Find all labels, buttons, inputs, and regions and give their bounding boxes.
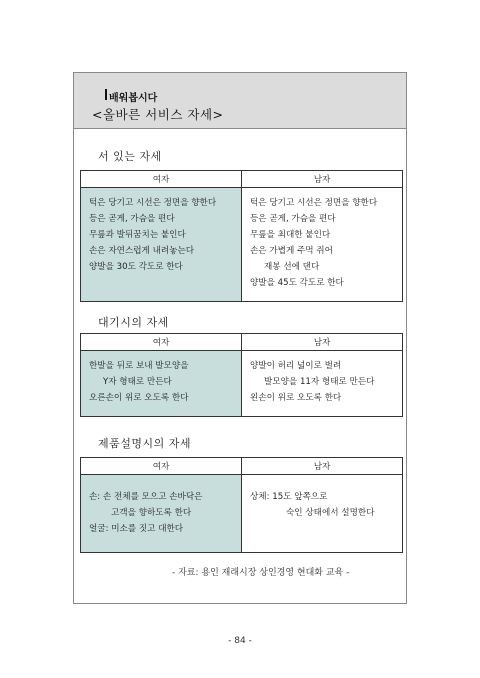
section-title-product-explanation: 제품설명시의 자세 — [98, 437, 192, 450]
column-header-female: 여자 — [81, 334, 242, 351]
column-header-male: 남자 — [242, 171, 403, 188]
text-line: 손은 가볍게 주먹 쥐어 — [250, 246, 333, 256]
standing-posture-table — [80, 170, 403, 302]
brand-mark-icon — [105, 89, 107, 100]
text-line: 턱은 당기고 시선은 정면을 향한다 — [250, 198, 378, 208]
text-line: 숙인 상태에서 설명한다 — [286, 508, 375, 518]
female-cell — [81, 188, 242, 302]
text-line: 무릎을 최대한 붙인다 — [250, 230, 331, 240]
text-line: 양발을 30도 각도로 한다 — [89, 262, 183, 272]
product-explanation-table — [80, 457, 403, 553]
text-line: 등은 곧게, 가슴을 편다 — [89, 214, 175, 224]
page-number: - 84 - — [228, 636, 252, 646]
male-cell — [242, 475, 403, 553]
brand-label: 배워봅시다 — [109, 93, 158, 104]
column-header-male: 남자 — [242, 458, 403, 475]
male-cell — [242, 188, 403, 302]
text-line: 고객을 향하도록 한다 — [111, 508, 192, 518]
section-title-standing: 서 있는 자세 — [98, 150, 162, 163]
text-line: 재봉 선에 댄다 — [264, 262, 320, 272]
text-line: 왼손이 위로 오도록 한다 — [250, 393, 342, 403]
text-line: 무릎과 발뒤꿈치는 붙인다 — [89, 230, 186, 240]
column-header-female: 여자 — [81, 171, 242, 188]
waiting-posture-table — [80, 333, 403, 417]
text-line: 상체: 15도 앞쪽으로 — [250, 492, 328, 502]
text-line: 손은 자연스럽게 내려놓는다 — [89, 246, 195, 256]
text-line: 한발을 뒤로 보내 발모양을 — [89, 361, 189, 371]
female-cell — [81, 351, 242, 417]
text-line: Y자 형태로 만든다 — [103, 377, 172, 387]
text-line: 양발을 45도 각도로 한다 — [250, 278, 344, 288]
header-band — [74, 73, 406, 129]
male-cell — [242, 351, 403, 417]
text-line: 손: 손 전체를 모으고 손바닥은 — [89, 492, 203, 502]
text-line: 오른손이 위로 오도록 한다 — [89, 393, 189, 403]
female-cell — [81, 475, 242, 553]
column-header-female: 여자 — [81, 458, 242, 475]
text-line: 발모양을 11자 형태로 만든다 — [264, 377, 375, 387]
page-title: <올바른 서비스 자세> — [92, 107, 224, 122]
source-citation: - 자료: 용인 재래시장 상인경영 현대화 교육 - — [172, 568, 350, 578]
content-box — [73, 72, 407, 604]
text-line: 턱은 당기고 시선은 정면을 향한다 — [89, 198, 217, 208]
text-line: 등은 곧게, 가슴을 편다 — [250, 214, 336, 224]
section-title-waiting: 대기시의 자세 — [98, 316, 169, 329]
text-line: 양발이 허리 넓이로 벌려 — [250, 361, 342, 371]
column-header-male: 남자 — [242, 334, 403, 351]
text-line: 얼굴: 미소를 짓고 대한다 — [89, 524, 184, 534]
